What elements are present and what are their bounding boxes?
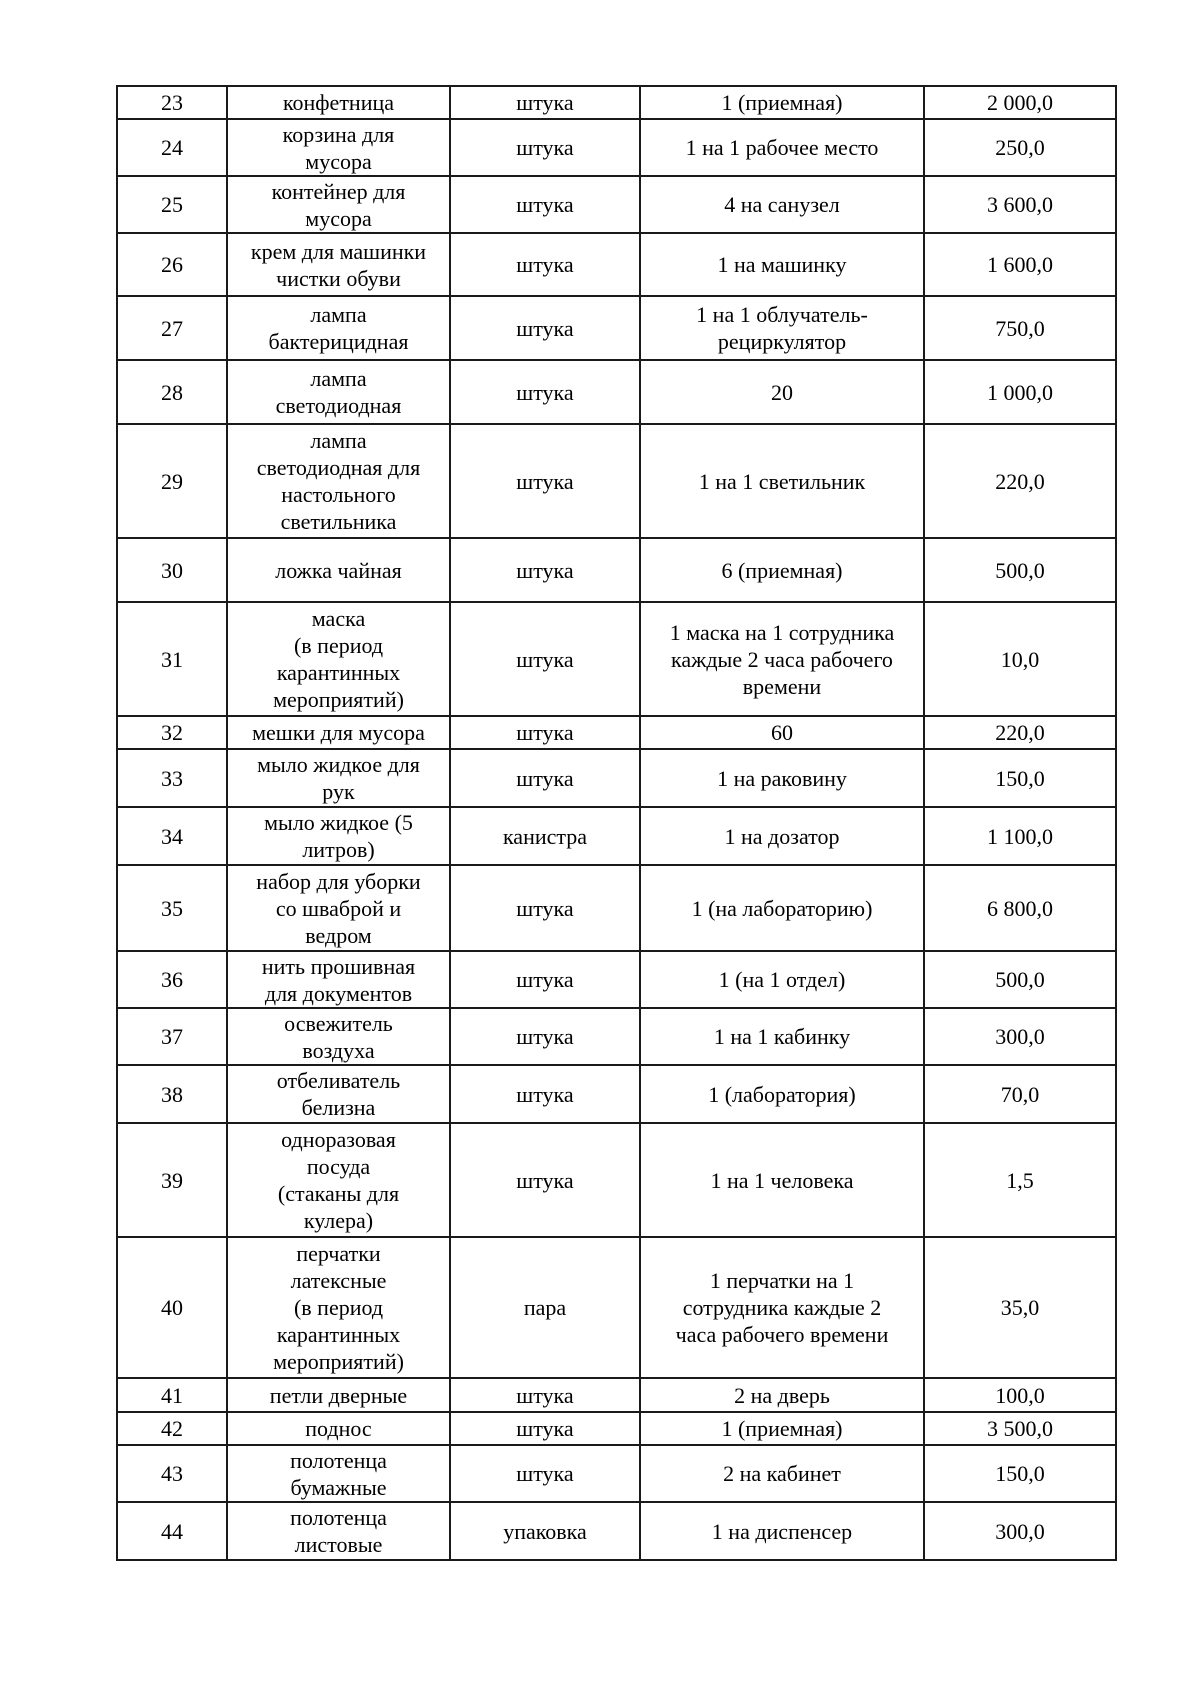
row-number: 39: [117, 1123, 227, 1237]
item-unit: штука: [450, 951, 640, 1008]
item-price: 35,0: [924, 1237, 1116, 1378]
table-row: [117, 602, 1116, 716]
item-unit: канистра: [450, 807, 640, 865]
item-price: 300,0: [924, 1008, 1116, 1065]
item-price: 3 600,0: [924, 176, 1116, 233]
item-name: маска (в период карантинных мероприятий): [227, 602, 450, 716]
item-price: 150,0: [924, 1445, 1116, 1502]
row-number: 38: [117, 1065, 227, 1123]
row-number: 26: [117, 233, 227, 296]
item-price: 1 000,0: [924, 360, 1116, 424]
row-number: 37: [117, 1008, 227, 1065]
item-name: лампа бактерицидная: [227, 296, 450, 360]
item-name: отбеливатель белизна: [227, 1065, 450, 1123]
item-price: 500,0: [924, 951, 1116, 1008]
item-unit: штука: [450, 176, 640, 233]
row-number: 28: [117, 360, 227, 424]
row-number: 35: [117, 865, 227, 951]
table-row: [117, 1008, 1116, 1065]
item-norm: 4 на санузел: [640, 176, 924, 233]
item-norm: 2 на дверь: [640, 1378, 924, 1412]
table-row: [117, 119, 1116, 176]
item-price: 70,0: [924, 1065, 1116, 1123]
item-name: лампа светодиодная: [227, 360, 450, 424]
table-row: [117, 1445, 1116, 1502]
item-norm: 2 на кабинет: [640, 1445, 924, 1502]
item-price: 300,0: [924, 1502, 1116, 1560]
item-name: поднос: [227, 1412, 450, 1445]
row-number: 24: [117, 119, 227, 176]
item-unit: штука: [450, 424, 640, 538]
table-row: [117, 86, 1116, 119]
table-row: [117, 807, 1116, 865]
item-unit: штука: [450, 86, 640, 119]
item-norm: 1 на 1 человека: [640, 1123, 924, 1237]
row-number: 31: [117, 602, 227, 716]
item-name: мыло жидкое (5 литров): [227, 807, 450, 865]
item-name: освежитель воздуха: [227, 1008, 450, 1065]
item-norm: 1 на 1 светильник: [640, 424, 924, 538]
item-unit: штука: [450, 716, 640, 749]
item-name: нить прошивная для документов: [227, 951, 450, 1008]
item-name: одноразовая посуда (стаканы для кулера): [227, 1123, 450, 1237]
row-number: 44: [117, 1502, 227, 1560]
table-row: [117, 360, 1116, 424]
item-price: 6 800,0: [924, 865, 1116, 951]
item-price: 1,5: [924, 1123, 1116, 1237]
table-row: [117, 1065, 1116, 1123]
row-number: 23: [117, 86, 227, 119]
item-unit: штука: [450, 749, 640, 807]
item-price: 220,0: [924, 716, 1116, 749]
item-name: крем для машинки чистки обуви: [227, 233, 450, 296]
item-price: 150,0: [924, 749, 1116, 807]
item-price: 750,0: [924, 296, 1116, 360]
item-unit: штука: [450, 865, 640, 951]
table-row: [117, 233, 1116, 296]
row-number: 41: [117, 1378, 227, 1412]
table-row: [117, 1123, 1116, 1237]
item-unit: штука: [450, 1378, 640, 1412]
item-name: петли дверные: [227, 1378, 450, 1412]
table-row: [117, 176, 1116, 233]
item-price: 100,0: [924, 1378, 1116, 1412]
row-number: 42: [117, 1412, 227, 1445]
item-name: полотенца бумажные: [227, 1445, 450, 1502]
row-number: 33: [117, 749, 227, 807]
item-unit: штука: [450, 119, 640, 176]
item-norm: 1 (на 1 отдел): [640, 951, 924, 1008]
item-unit: штука: [450, 233, 640, 296]
table-row: [117, 296, 1116, 360]
item-price: 2 000,0: [924, 86, 1116, 119]
item-unit: штука: [450, 1065, 640, 1123]
item-name: лампа светодиодная для настольного светильника: [227, 424, 450, 538]
item-price: 3 500,0: [924, 1412, 1116, 1445]
item-name: мешки для мусора: [227, 716, 450, 749]
row-number: 43: [117, 1445, 227, 1502]
item-norm: 1 маска на 1 сотрудника каждые 2 часа рабочего времени: [640, 602, 924, 716]
table-row: [117, 424, 1116, 538]
item-name: корзина для мусора: [227, 119, 450, 176]
item-norm: 1 (лаборатория): [640, 1065, 924, 1123]
item-unit: штука: [450, 296, 640, 360]
item-price: 250,0: [924, 119, 1116, 176]
row-number: 32: [117, 716, 227, 749]
item-price: 10,0: [924, 602, 1116, 716]
item-name: набор для уборки со шваброй и ведром: [227, 865, 450, 951]
item-name: конфетница: [227, 86, 450, 119]
table-row: [117, 865, 1116, 951]
row-number: 30: [117, 538, 227, 602]
table-row: [117, 716, 1116, 749]
item-price: 1 100,0: [924, 807, 1116, 865]
item-price: 500,0: [924, 538, 1116, 602]
table-row: [117, 951, 1116, 1008]
item-unit: упаковка: [450, 1502, 640, 1560]
item-name: ложка чайная: [227, 538, 450, 602]
table-row: [117, 1502, 1116, 1560]
item-unit: пара: [450, 1237, 640, 1378]
row-number: 40: [117, 1237, 227, 1378]
table-row: [117, 1378, 1116, 1412]
item-name: мыло жидкое для рук: [227, 749, 450, 807]
item-norm: 1 перчатки на 1 сотрудника каждые 2 часа рабочего времени: [640, 1237, 924, 1378]
item-unit: штука: [450, 1123, 640, 1237]
item-norm: 1 (приемная): [640, 86, 924, 119]
item-norm: 6 (приемная): [640, 538, 924, 602]
item-norm: 60: [640, 716, 924, 749]
supplies-table: [116, 85, 1117, 1561]
table-row: [117, 1237, 1116, 1378]
item-norm: 20: [640, 360, 924, 424]
row-number: 34: [117, 807, 227, 865]
item-norm: 1 на диспенсер: [640, 1502, 924, 1560]
item-unit: штука: [450, 538, 640, 602]
table-row: [117, 749, 1116, 807]
item-norm: 1 на дозатор: [640, 807, 924, 865]
row-number: 27: [117, 296, 227, 360]
document-page: [116, 85, 1117, 1561]
item-price: 1 600,0: [924, 233, 1116, 296]
row-number: 25: [117, 176, 227, 233]
item-name: контейнер для мусора: [227, 176, 450, 233]
item-norm: 1 на 1 кабинку: [640, 1008, 924, 1065]
item-price: 220,0: [924, 424, 1116, 538]
item-norm: 1 на машинку: [640, 233, 924, 296]
item-unit: штука: [450, 360, 640, 424]
item-norm: 1 (на лабораторию): [640, 865, 924, 951]
item-unit: штука: [450, 602, 640, 716]
item-name: перчатки латексные (в период карантинных мероприятий): [227, 1237, 450, 1378]
item-unit: штука: [450, 1412, 640, 1445]
item-name: полотенца листовые: [227, 1502, 450, 1560]
item-unit: штука: [450, 1445, 640, 1502]
row-number: 36: [117, 951, 227, 1008]
row-number: 29: [117, 424, 227, 538]
item-norm: 1 на 1 рабочее место: [640, 119, 924, 176]
item-norm: 1 на 1 облучатель- рециркулятор: [640, 296, 924, 360]
item-norm: 1 (приемная): [640, 1412, 924, 1445]
item-unit: штука: [450, 1008, 640, 1065]
table-body: [117, 86, 1116, 1560]
item-norm: 1 на раковину: [640, 749, 924, 807]
table-row: [117, 538, 1116, 602]
table-row: [117, 1412, 1116, 1445]
